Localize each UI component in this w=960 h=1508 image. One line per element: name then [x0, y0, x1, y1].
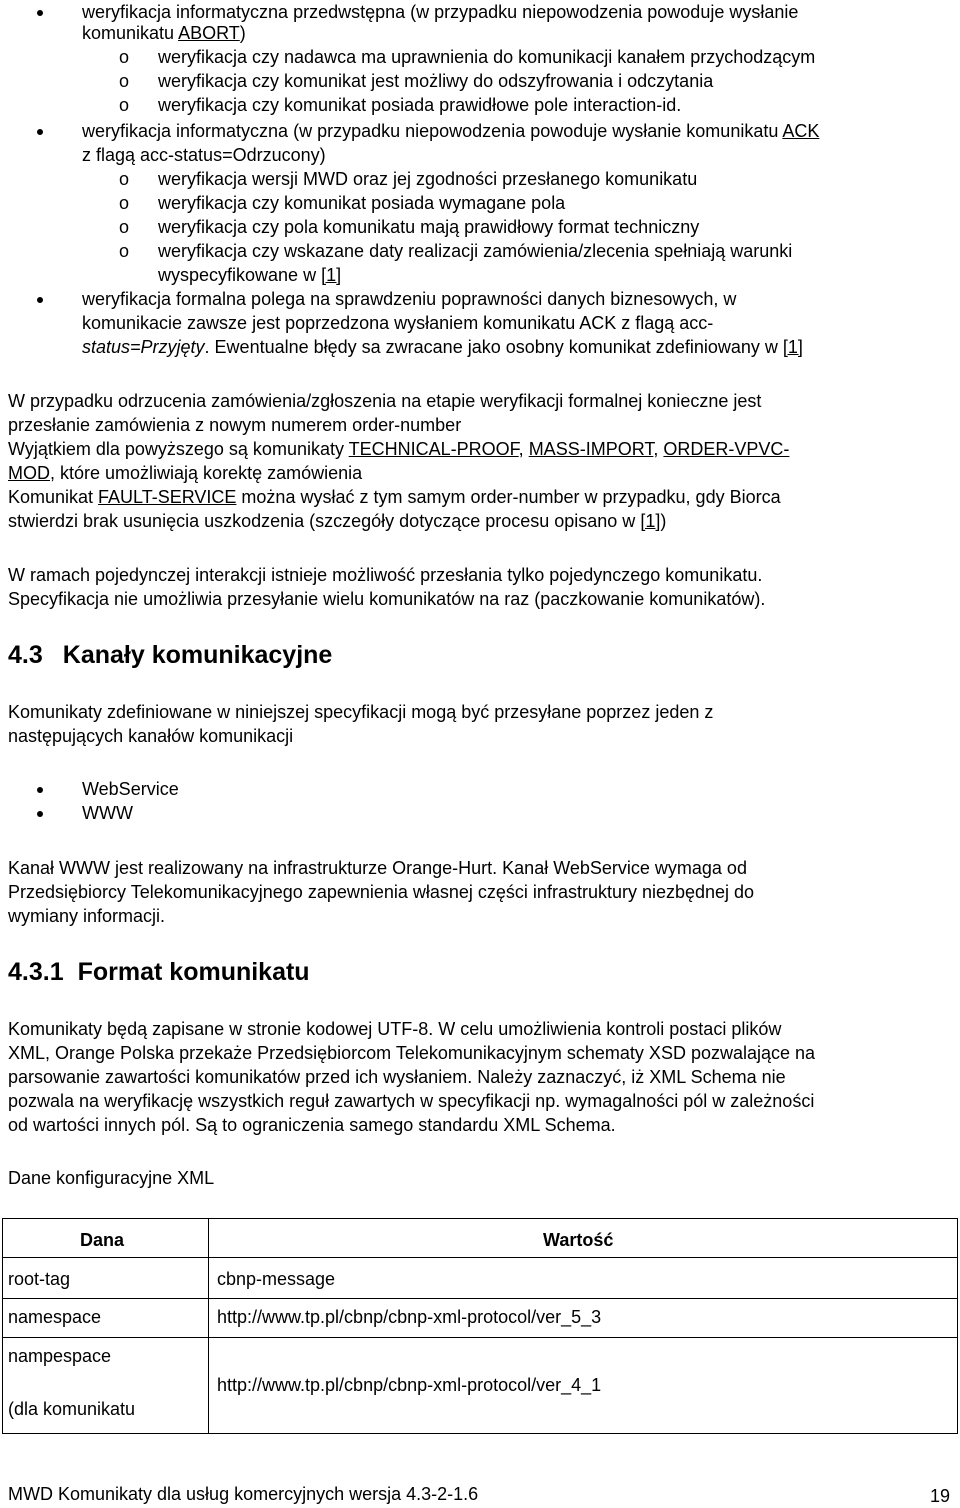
sub-bullet-marker: o: [119, 71, 130, 91]
paragraph-line: od wartości innych pól. Są to ograniczenia samego standardu XML Schema.: [8, 1115, 616, 1135]
list-item-text: z flagą acc-status=Odrzucony): [82, 145, 326, 165]
mass-import-link[interactable]: MASS-IMPORT: [528, 439, 654, 459]
page-number: 19: [930, 1486, 951, 1506]
fault-service-link[interactable]: FAULT-SERVICE: [98, 487, 237, 507]
paragraph-line: [8, 509, 666, 533]
section-number: 4.3: [8, 641, 43, 669]
paragraph-line: XML, Orange Polska przekaże Przedsiębiorcom Telekomunikacyjnym schematy XSD pozwalające na: [8, 1043, 816, 1063]
paragraph-line: [8, 461, 362, 485]
list-item: WebService: [82, 779, 179, 799]
table-border: [208, 1218, 209, 1434]
paragraph-line: Specyfikacja nie umożliwia przesyłanie wielu komunikatów na raz (paczkowanie komunikatów).: [8, 589, 766, 609]
sub-bullet-marker: o: [119, 217, 130, 237]
table-border: [2, 1298, 958, 1299]
table-cell: namespace: [8, 1307, 102, 1327]
list-item-text: [82, 119, 819, 143]
section-title: Kanały komunikacyjne: [62, 641, 333, 669]
paragraph-line: [8, 437, 789, 461]
table-cell: (dla komunikatu: [8, 1399, 136, 1419]
sub-bullet-marker: o: [119, 47, 130, 67]
reference-link[interactable]: [1]: [782, 337, 803, 357]
section-number: 4.3.1: [8, 958, 64, 986]
paragraph-line: następujących kanałów komunikacji: [8, 726, 294, 746]
sub-bullet-marker: o: [119, 193, 130, 213]
text: Wyjątkiem dla powyższego są komunikaty: [8, 439, 349, 459]
text: komunikatu: [82, 23, 179, 43]
abort-link[interactable]: ABORT: [178, 23, 240, 43]
text: . Ewentualne błędy sa zwracane jako osobny komunikat zdefiniowany w: [204, 337, 783, 357]
table-cell: http://www.tp.pl/cbnp/cbnp-xml-protocol/ver_4_1: [217, 1375, 602, 1395]
list-item-text: [82, 21, 246, 45]
sub-bullet-marker: o: [119, 95, 130, 115]
sub-list-item: weryfikacja czy nadawca ma uprawnienia do komunikacji kanałem przychodzącym: [158, 47, 816, 67]
order-vpvc-mod-link[interactable]: MOD: [8, 463, 50, 483]
sub-list-item: weryfikacja czy komunikat jest możliwy do odszyfrowania i odczytania: [158, 71, 714, 91]
table-border: [2, 1433, 958, 1434]
text: status=Przyjęty: [82, 337, 205, 357]
list-item: WWW: [82, 803, 133, 823]
paragraph-line: [8, 485, 781, 509]
text: , które umożliwiają korektę zamówienia: [50, 463, 363, 483]
table-header: Wartość: [543, 1230, 614, 1250]
paragraph-line: wymiany informacji.: [8, 906, 166, 926]
sub-list-item: weryfikacja czy komunikat posiada wymagane pola: [158, 193, 566, 213]
section-heading: [8, 640, 332, 670]
text: ): [239, 23, 246, 43]
table-caption: Dane konfiguracyjne XML: [8, 1168, 215, 1188]
list-item-text: komunikacie zawsze jest poprzedzona wysłaniem komunikatu ACK z flagą acc-: [82, 313, 714, 333]
order-vpvc-mod-link[interactable]: ORDER-VPVC-: [663, 439, 790, 459]
ack-link[interactable]: ACK: [782, 121, 820, 141]
sub-list-item: weryfikacja czy pola komunikatu mają prawidłowy format techniczny: [158, 217, 700, 237]
bullet-icon: [37, 811, 43, 817]
text: wyspecyfikowane w: [158, 265, 322, 285]
table-border: [2, 1218, 3, 1434]
table-border: [957, 1218, 958, 1434]
section-title: Format komunikatu: [77, 958, 310, 986]
text: ): [660, 511, 667, 531]
table-border: [2, 1257, 958, 1258]
bullet-icon: [37, 297, 43, 303]
bullet-icon: [37, 129, 43, 135]
sub-list-item: weryfikacja wersji MWD oraz jej zgodności przesłanego komunikatu: [158, 169, 698, 189]
table-cell: nampespace: [8, 1346, 112, 1366]
paragraph-line: Kanał WWW jest realizowany na infrastrukturze Orange-Hurt. Kanał WebService wymaga od: [8, 858, 747, 878]
paragraph-line: parsowanie zawartości komunikatów przed ich wysłaniem. Należy zaznaczyć, iż XML Schema nie: [8, 1067, 786, 1087]
table-cell: root-tag: [8, 1269, 71, 1289]
list-item-text: [82, 335, 803, 359]
sub-list-item: weryfikacja czy komunikat posiada prawidłowe pole interaction-id.: [158, 95, 682, 115]
sub-bullet-marker: o: [119, 241, 130, 261]
paragraph-line: pozwala na weryfikację wszystkich reguł zawartych w specyfikacji np. wymagalności pól w zależności: [8, 1091, 815, 1111]
paragraph-line: przesłanie zamówienia z nowym numerem order-number: [8, 415, 462, 435]
paragraph-line: Przedsiębiorcy Telekomunikacyjnego zapewnienia własnej części infrastruktury niezbędnej do: [8, 882, 755, 902]
list-item-text: weryfikacja informatyczna przedwstępna (w przypadku niepowodzenia powoduje wysłanie: [82, 2, 799, 22]
list-item-text: weryfikacja formalna polega na sprawdzeniu poprawności danych biznesowych, w: [82, 289, 737, 309]
technical-proof-link[interactable]: TECHNICAL-PROOF: [348, 439, 519, 459]
paragraph-line: W przypadku odrzucenia zamówienia/zgłoszenia na etapie weryfikacji formalnej konieczne jest: [8, 391, 762, 411]
text: można wysłać z tym samym order-number w przypadku, gdy Biorca: [236, 487, 781, 507]
table-border: [2, 1218, 958, 1219]
paragraph-line: Komunikaty będą zapisane w stronie kodowej UTF-8. W celu umożliwienia kontroli postaci plików: [8, 1019, 782, 1039]
reference-link[interactable]: [1]: [640, 511, 661, 531]
table-cell: cbnp-message: [217, 1269, 336, 1289]
bullet-icon: [37, 787, 43, 793]
footer-title: MWD Komunikaty dla usług komercyjnych wersja 4.3-2-1.6: [8, 1484, 479, 1504]
table-header: Dana: [80, 1230, 125, 1250]
paragraph-line: Komunikaty zdefiniowane w niniejszej specyfikacji mogą być przesyłane poprzez jeden z: [8, 702, 714, 722]
text: Komunikat: [8, 487, 99, 507]
table-border: [2, 1337, 958, 1338]
text: weryfikacja informatyczna (w przypadku niepowodzenia powoduje wysłanie komunikatu: [82, 121, 783, 141]
text: ,: [653, 439, 664, 459]
sub-list-item: weryfikacja czy wskazane daty realizacji zamówienia/zlecenia spełniają warunki: [158, 241, 793, 261]
reference-link[interactable]: [1]: [321, 265, 342, 285]
sub-bullet-marker: o: [119, 169, 130, 189]
text: ,: [518, 439, 529, 459]
paragraph-line: W ramach pojedynczej interakcji istnieje możliwość przesłania tylko pojedynczego komunikatu.: [8, 565, 763, 585]
sub-list-item: [158, 263, 341, 287]
section-heading: [8, 957, 310, 987]
table-cell: http://www.tp.pl/cbnp/cbnp-xml-protocol/ver_5_3: [217, 1307, 602, 1327]
text: stwierdzi brak usunięcia uszkodzenia (szczegóły dotyczące procesu opisano w: [8, 511, 641, 531]
bullet-icon: [37, 10, 43, 16]
